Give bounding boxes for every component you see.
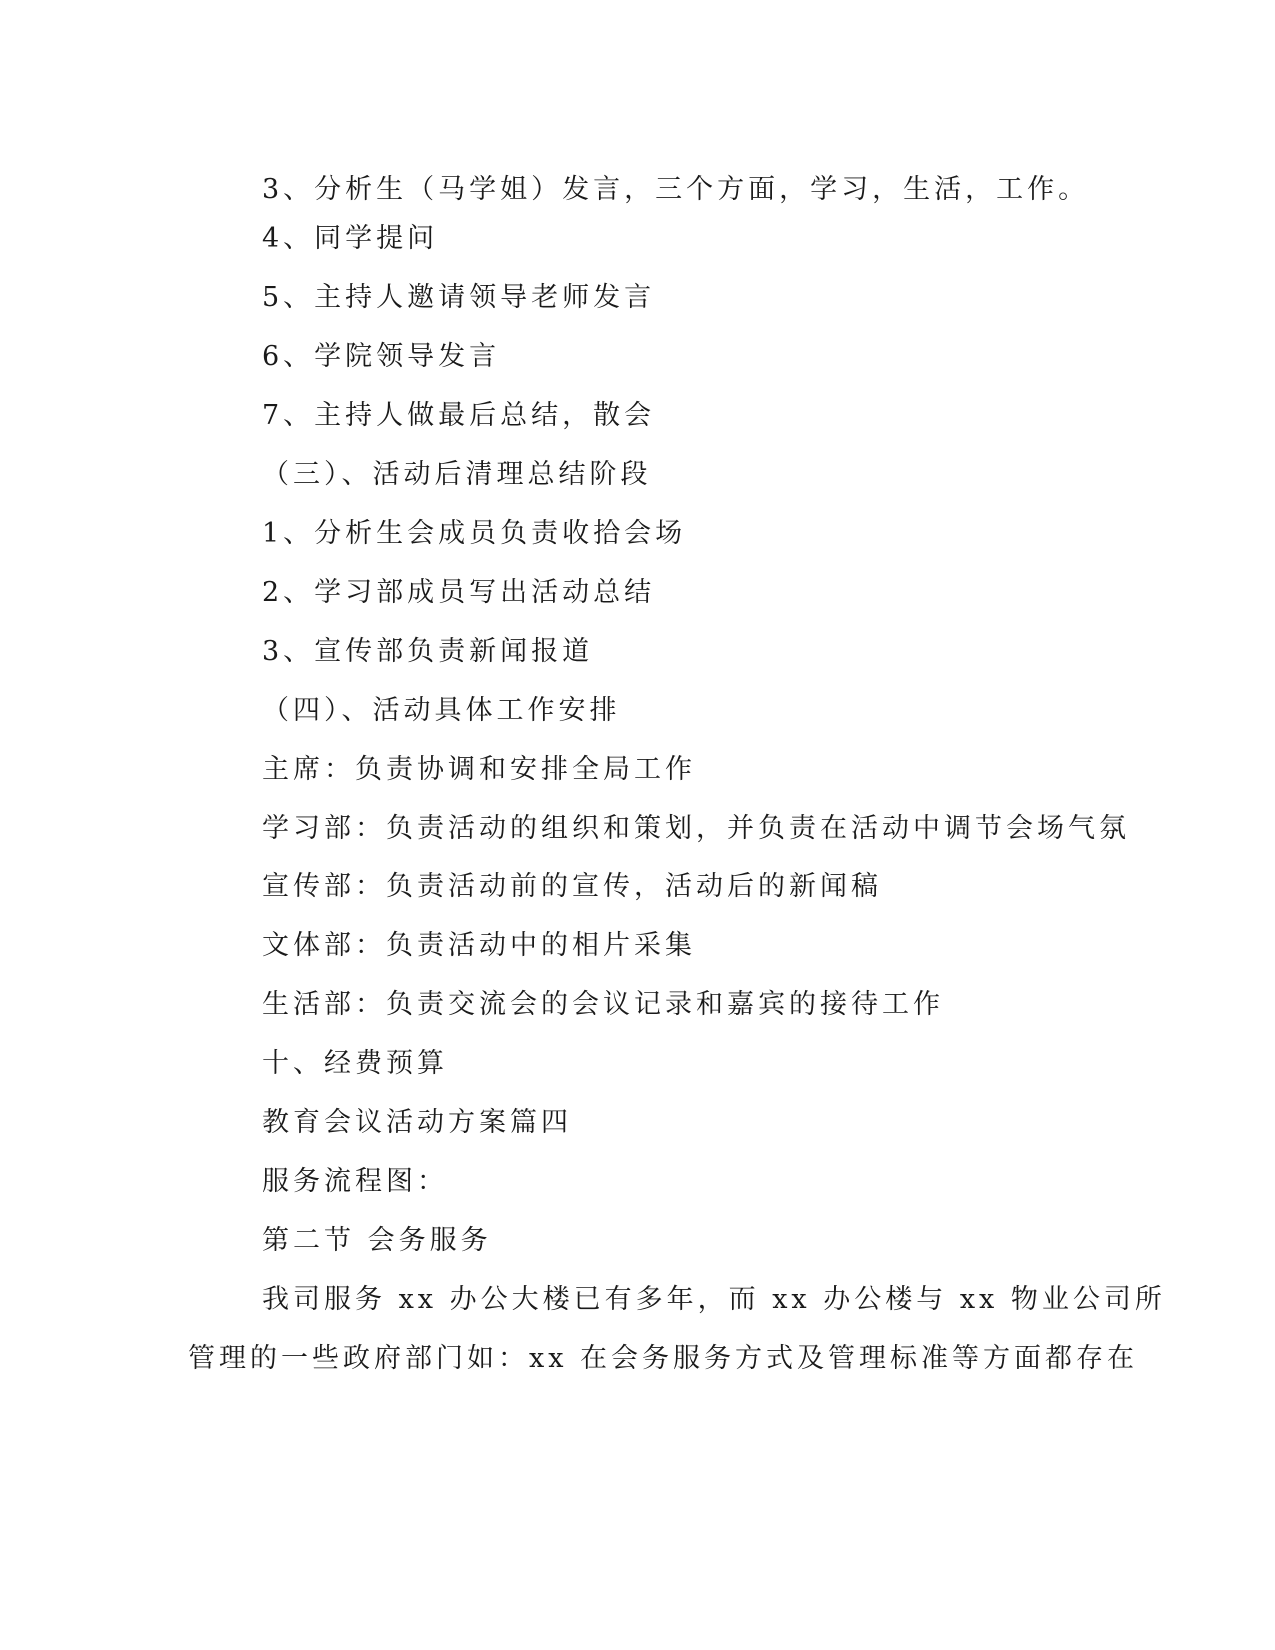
paragraph-line-1: 我司服务 xx 办公大楼已有多年，而 xx 办公楼与 xx 物业公司所 <box>262 1284 1166 1315</box>
text-line-item-3-speech: 3、分析生（马学姐）发言，三个方面，学习，生活，工作。 <box>262 174 1090 205</box>
text-line-study-dept: 学习部：负责活动的组织和策划，并负责在活动中调节会场气氛 <box>262 813 1130 844</box>
text-line-item-4-questions: 4、同学提问 <box>262 223 439 254</box>
text-line-cleanup-2: 2、学习部成员写出活动总结 <box>262 577 656 608</box>
article-title-part-4: 教育会议活动方案篇四 <box>262 1107 572 1138</box>
text-line-cleanup-1: 1、分析生会成员负责收拾会场 <box>262 518 687 549</box>
text-line-item-6-leader: 6、学院领导发言 <box>262 341 501 372</box>
text-line-life-dept: 生活部：负责交流会的会议记录和嘉宾的接待工作 <box>262 989 944 1020</box>
text-line-cleanup-3: 3、宣传部负责新闻报道 <box>262 636 594 667</box>
text-line-chair: 主席：负责协调和安排全局工作 <box>262 754 696 785</box>
paragraph-line-2: 管理的一些政府部门如：xx 在会务服务方式及管理标准等方面都存在 <box>188 1343 1139 1374</box>
text-line-item-7-summary: 7、主持人做最后总结，散会 <box>262 400 656 431</box>
text-line-publicity-dept: 宣传部：负责活动前的宣传，活动后的新闻稿 <box>262 871 882 902</box>
section-heading-3: （三）、活动后清理总结阶段 <box>262 459 652 490</box>
section-heading-meeting-service: 第二节 会务服务 <box>262 1225 492 1256</box>
text-line-item-5-invite: 5、主持人邀请领导老师发言 <box>262 282 656 313</box>
section-heading-budget: 十、经费预算 <box>262 1048 448 1079</box>
text-line-sports-dept: 文体部：负责活动中的相片采集 <box>262 930 696 961</box>
text-line-flowchart: 服务流程图： <box>262 1166 448 1197</box>
section-heading-4: （四）、活动具体工作安排 <box>262 695 621 726</box>
